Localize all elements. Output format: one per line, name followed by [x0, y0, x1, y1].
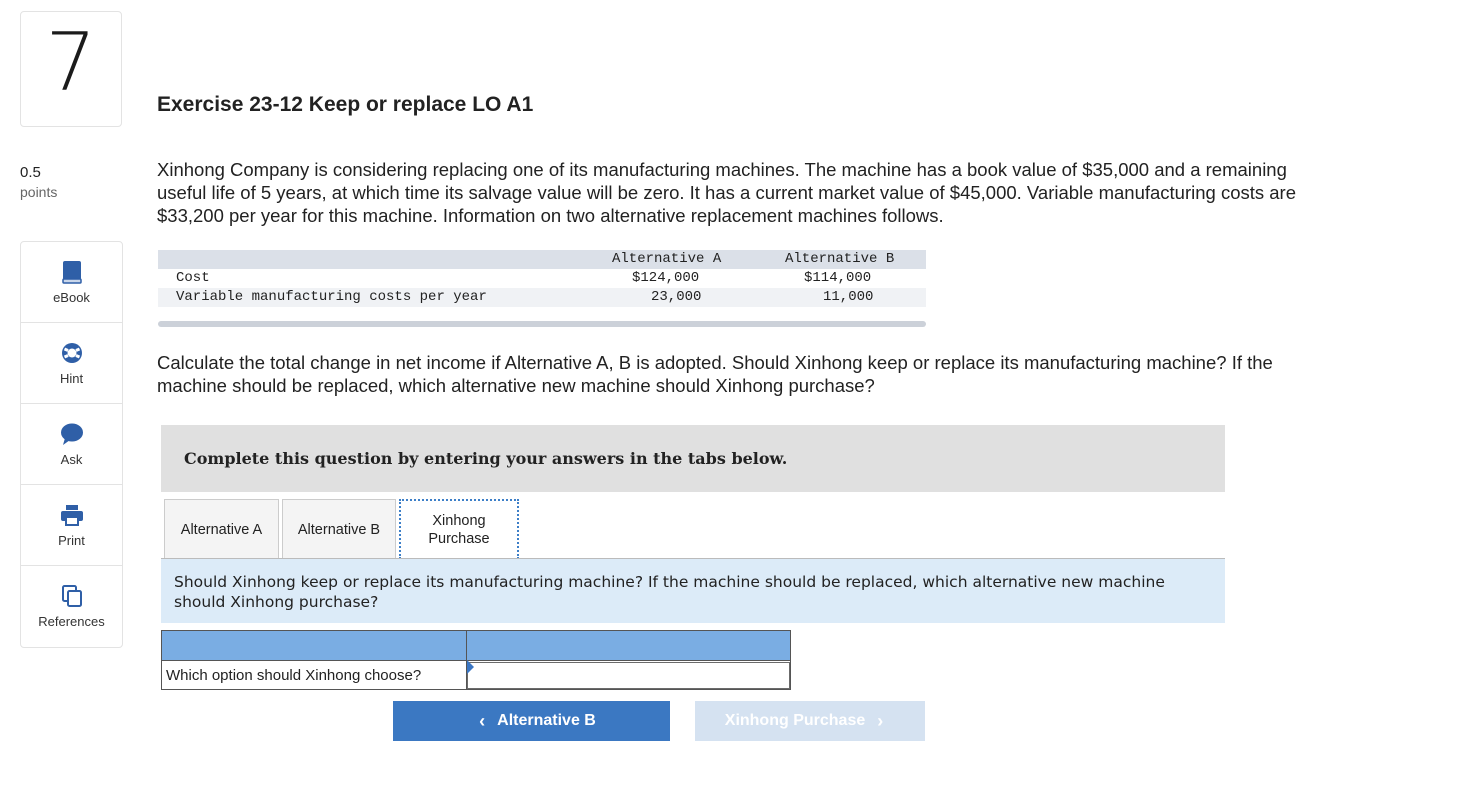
next-button-label: Xinhong Purchase: [724, 712, 866, 729]
panel-prompt: Should Xinhong keep or replace its manufacturing machine? If the machine should be replaced, which alternative new machine should Xinhong purchase?: [161, 559, 1225, 623]
row-value-a: 23,000: [651, 289, 702, 305]
dropdown-flag-icon: [467, 660, 474, 674]
row-label: Variable manufacturing costs per year: [176, 289, 487, 305]
instructions-box: [161, 425, 1225, 492]
book-icon: [60, 260, 84, 284]
instructions-text: Complete this question by entering your answers in the tabs below.: [184, 449, 788, 468]
exercise-intro: Xinhong Company is considering replacing one of its manufacturing machines. The machine has a book value of $35,000 and a remaining useful life of 5 years, at which time its salvage value will be zero. It has a current market value of $45,000. Variable manufacturing costs are $33,200 per year for this machine. Information on two alternative replacement machines follows.: [157, 159, 1297, 226]
points-value: 0.5: [20, 164, 41, 181]
answer-cell: [467, 661, 791, 690]
tool-label: References: [38, 614, 105, 629]
next-tab-button[interactable]: [695, 701, 925, 741]
tool-hint[interactable]: [21, 323, 122, 404]
question-number: 7: [45, 16, 97, 109]
prev-tab-button[interactable]: [393, 701, 670, 741]
answer-header-cell: [162, 631, 467, 661]
tab-label: Xinhong Purchase: [428, 513, 490, 547]
tool-label: Hint: [59, 370, 84, 386]
points-info: [20, 164, 57, 200]
tab-label: Alternative B: [297, 521, 381, 538]
chevron-right-icon: ›: [877, 710, 884, 731]
answer-header-cell: [467, 631, 791, 661]
answer-row-label: Which option should Xinhong choose?: [162, 661, 467, 690]
option-select[interactable]: [467, 662, 790, 689]
row-value-b: 11,000: [823, 289, 874, 305]
table-row: [162, 661, 791, 690]
tool-label: eBook: [53, 289, 90, 305]
table-row: [158, 288, 926, 307]
tool-ask[interactable]: [21, 404, 122, 485]
row-value-b: $114,000: [804, 270, 872, 286]
tab-alternative-b[interactable]: [282, 499, 396, 559]
exercise-title: Exercise 23-12 Keep or replace LO A1: [157, 93, 534, 116]
exercise-question: Calculate the total change in net income if Alternative A, B is adopted. Should Xinhong keep or replace its manufacturing machine? If the machine should be replaced, which alternative new machine should Xinhong purchase?: [157, 352, 1273, 396]
table-header-row: [158, 250, 926, 269]
row-value-a: $124,000: [632, 270, 700, 286]
points-label: points: [20, 184, 58, 200]
prev-button-label: Alternative B: [497, 712, 596, 729]
tab-label: Alternative A: [180, 521, 263, 538]
tool-label: Ask: [60, 451, 83, 467]
tools-sidebar: [20, 241, 123, 648]
row-label: Cost: [176, 270, 210, 286]
documents-icon: [60, 584, 84, 608]
tab-xinhong-purchase[interactable]: [399, 499, 519, 559]
answer-table: [161, 630, 791, 690]
question-number-box: [20, 11, 122, 127]
chevron-left-icon: ‹: [479, 710, 486, 731]
tool-label: Print: [58, 532, 85, 548]
lifebuoy-icon: [60, 341, 84, 365]
printer-icon: [60, 503, 84, 527]
tab-alternative-a[interactable]: [164, 499, 279, 559]
chat-bubble-icon: [60, 422, 84, 446]
table-bottom-bar: [158, 321, 926, 327]
machine-data-table: [158, 250, 926, 327]
header-alternative-b: Alternative B: [785, 251, 895, 267]
header-alternative-a: Alternative A: [612, 251, 722, 267]
tool-references[interactable]: [21, 566, 122, 647]
tool-ebook[interactable]: [21, 242, 122, 323]
table-row: [158, 269, 926, 288]
tool-print[interactable]: [21, 485, 122, 566]
answer-table-header: [162, 631, 791, 661]
answer-tabs: [164, 499, 519, 559]
